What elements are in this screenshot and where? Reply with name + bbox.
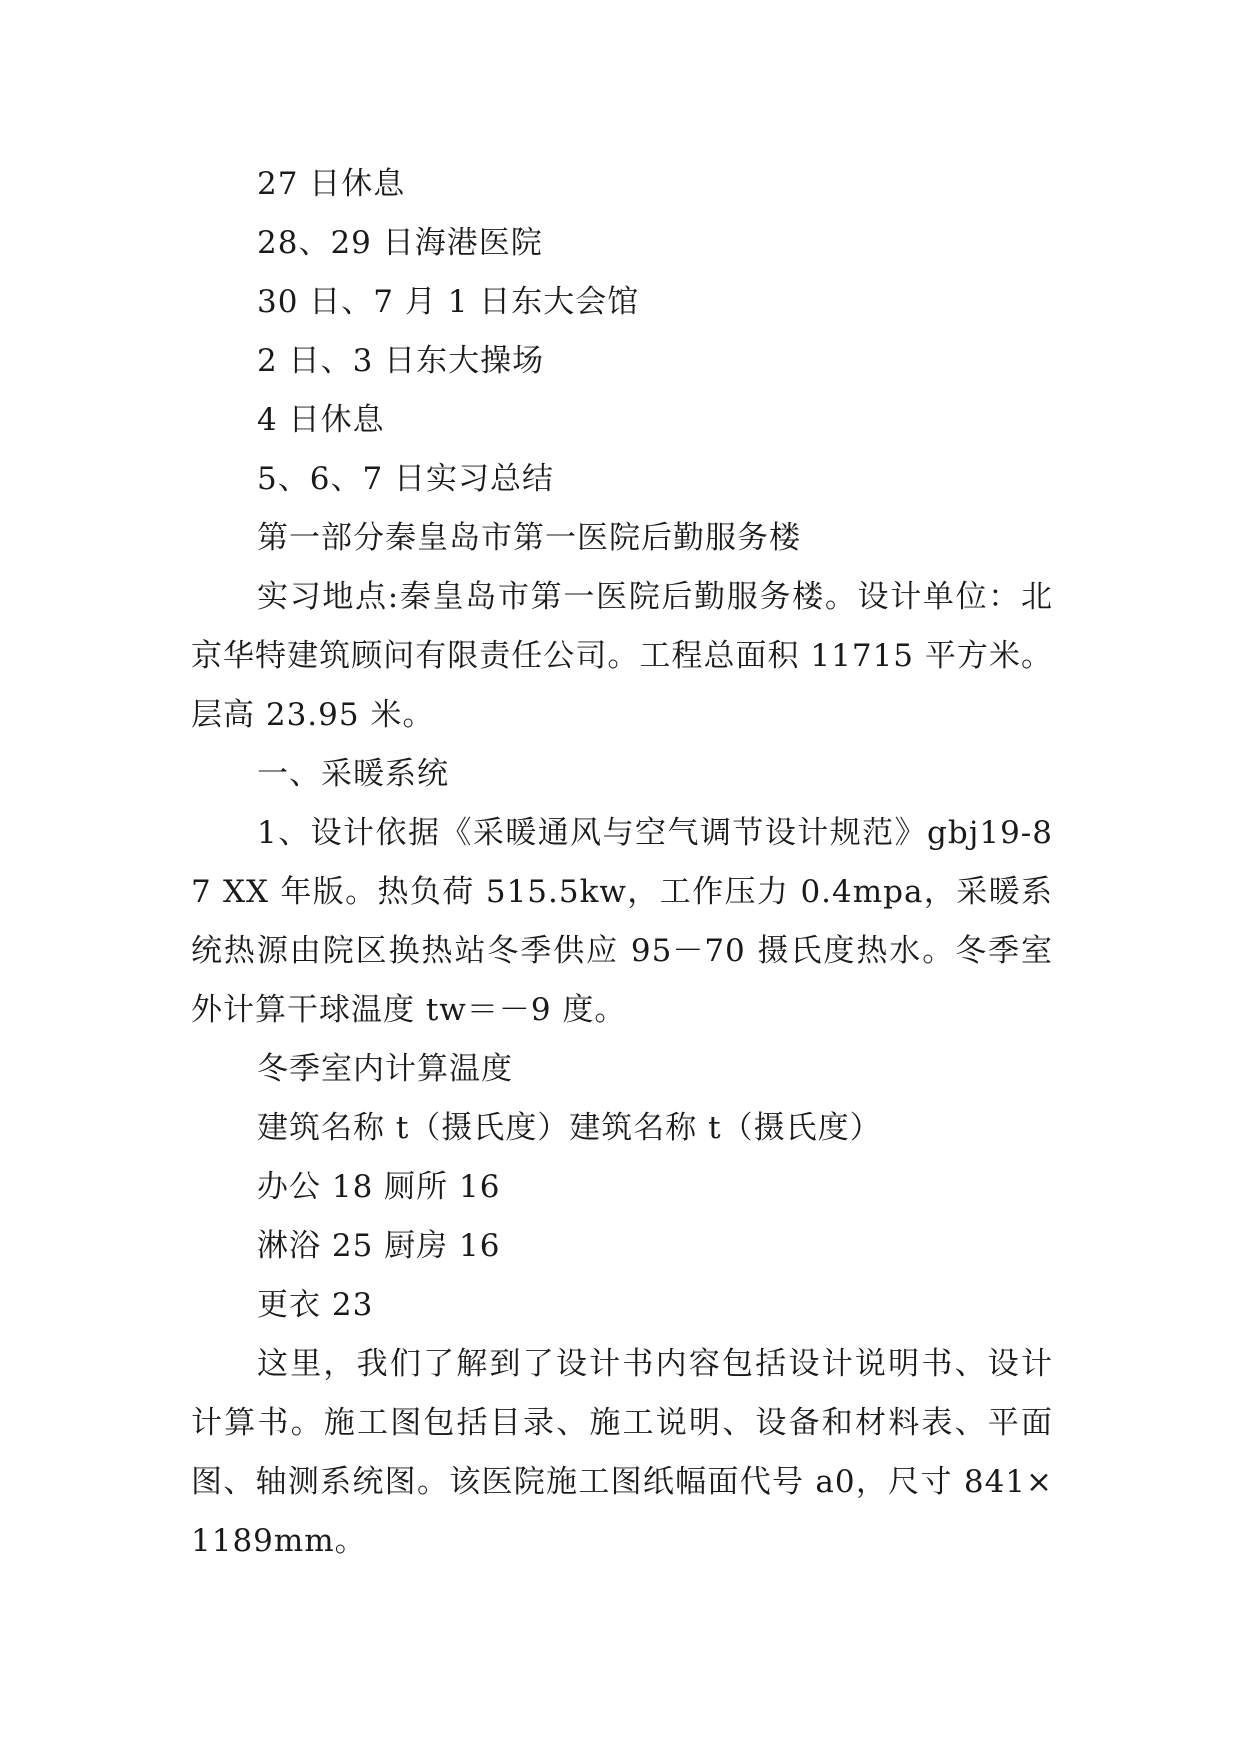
section-heading: 第一部分秦皇岛市第一医院后勤服务楼 [257, 520, 801, 556]
subsection-heading: 一、采暖系统 [257, 756, 449, 792]
paragraph: 27 日休息 [257, 166, 406, 202]
paragraph: 办公 18 厕所 16 [257, 1169, 501, 1205]
document-body [191, 155, 1053, 1571]
paragraph: 30 日、7 月 1 日东大会馆 [257, 284, 640, 320]
paragraph: 淋浴 25 厨房 16 [257, 1228, 501, 1264]
paragraph: 28、29 日海港医院 [257, 225, 543, 261]
paragraph: 2 日、3 日东大操场 [257, 343, 545, 379]
paragraph: 实习地点:秦皇岛市第一医院后勤服务楼。设计单位：北京华特建筑顾问有限责任公司。工程总面积 11715 平方米。层高 23.95 米。 [191, 579, 1053, 733]
paragraph: 这里，我们了解到了设计书内容包括设计说明书、设计计算书。施工图包括目录、施工说明、设备和材料表、平面图、轴测系统图。该医院施工图纸幅面代号 a0，尺寸 841×1189mm。 [191, 1346, 1053, 1559]
paragraph: 冬季室内计算温度 [257, 1051, 513, 1087]
paragraph: 更衣 23 [257, 1287, 374, 1323]
paragraph: 建筑名称 t（摄氏度）建筑名称 t（摄氏度） [257, 1110, 882, 1146]
paragraph: 4 日休息 [257, 402, 385, 438]
paragraph: 5、6、7 日实习总结 [257, 461, 555, 497]
paragraph: 1、设计依据《采暖通风与空气调节设计规范》gbj19-87 XX 年版。热负荷 515.5kw，工作压力 0.4mpa，采暖系统热源由院区换热站冬季供应 95－70 摄氏度热水。冬季室外计算干球温度 tw＝－9 度。 [191, 815, 1053, 1028]
